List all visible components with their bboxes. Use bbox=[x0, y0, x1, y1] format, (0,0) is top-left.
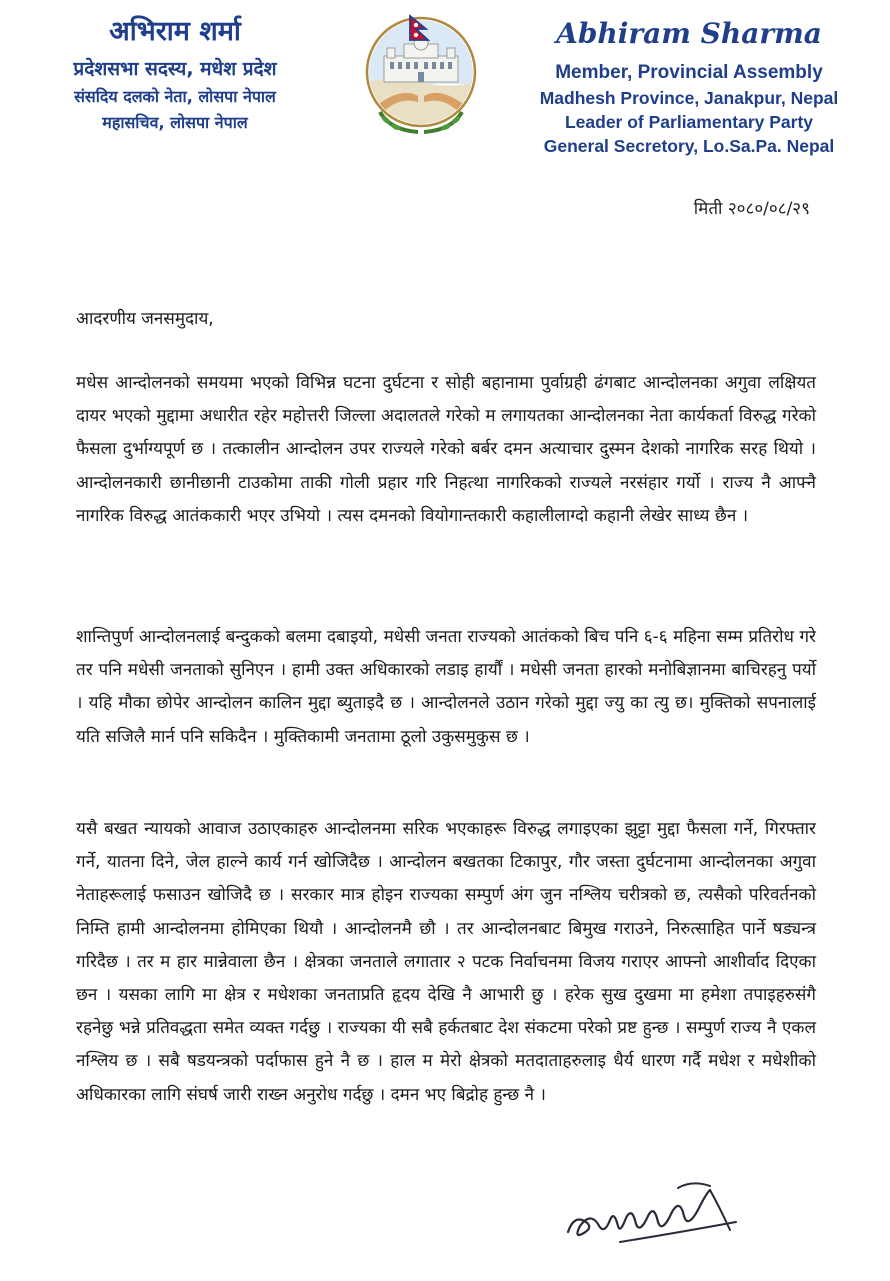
letterhead-line2-nepali: संसदिय दलको नेता, लोसपा नेपाल bbox=[74, 87, 276, 106]
letterhead-name-nepali: अभिराम शर्मा bbox=[109, 16, 241, 47]
paragraph-1: मधेस आन्दोलनको समयमा भएको विभिन्न घटना दुर्घटना र सोही बहानामा पुर्वाग्रही ढंगबाट आन्दोलनका अगुवा लक्षियत दायर भएको मुद्दामा अधारीत रहेर महोत्तरी जिल्ला अदालतले गरेको म लगायतका आन्दोलनका नेता कार्यकर्ता विरुद्ध गरेको फैसला दुर्भाग्यपूर्ण छ । तत्कालीन आन्दोलन उपर राज्यले गरेको बर्बर दमन अत्याचार दुस्मन देशको नागरिक सरह थियो । आन्दोलनकारी छानीछानी टाउकोमा ताकी गोली प्रहार गरि निहत्था नागरिकको राज्यले नरसंहार गर्यो । राज्य नै आफ्नै नागरिक विरुद्ध आतंककारी भएर उभियो । त्यस दमनको वियोगान्तकारी कहालीलाग्दो कहानी लेखेर साध्य छैन । bbox=[76, 373, 816, 526]
letterhead-name-english: Abhiram Sharma bbox=[556, 17, 822, 50]
handwritten-signature-icon bbox=[560, 1176, 750, 1256]
letterhead-english bbox=[508, 14, 870, 158]
letterhead-role-nepali: प्रदेशसभा सदस्य, मधेश प्रदेश bbox=[73, 58, 277, 80]
letterhead-line4-english: General Secretory, Lo.Sa.Pa. Nepal bbox=[543, 136, 835, 156]
salutation: आदरणीय जनसमुदाय, bbox=[76, 309, 214, 329]
paragraph-2: शान्तिपुर्ण आन्दोलनलाई बन्दुकको बलमा दबाइयो, मधेसी जनता राज्यको आतंकको बिच पनि ६-६ महिना सम्म प्रतिरोध गरे तर पनि मधेसी जनताको सुनिएन । हामी उक्त अधिकारको लडाइ हार्यौं । मधेसी जनता हारको मनोबिज्ञानमा बाचिरहनु पर्यो । यहि मौका छोपेर आन्दोलन कालिन मुद्दा ब्युताइदै छ । आन्दोलनले उठान गरेको मुद्दा ज्यु का त्यु छ। मुक्तिको सपनालाई यति सजिलै मार्न पनि सकिदैन । मुक्तिकामी जनतामा ठूलो उकुसमुकुस छ । bbox=[76, 627, 816, 747]
paragraph-3: यसै बखत न्यायको आवाज उठाएकाहरु आन्दोलनमा सरिक भएकाहरू विरुद्ध लगाइएका झुट्टा मुद्दा फैसला गर्ने, गिरफ्तार गर्ने, यातना दिने, जेल हाल्ने कार्य गर्न खोजिदैछ । आन्दोलन बखतका टिकापुर, गौर जस्ता दुर्घटनामा आन्दोलनका अगुवा नेताहरूलाई फसाउन खोजिदै छ । सरकार मात्र होइन राज्यका सम्पुर्ण अंग जुन नश्लिय चरीत्रको छ, त्यसैको परिवर्तनको निम्ति हामी आन्दोलनमा होमिएका थियौ । आन्दोलनमै छौ । तर आन्दोलनबाट बिमुख गराउने, निरुत्साहित पार्ने षड्यन्त्र गरिदैछ । तर म हार मान्नेवाला छैन । क्षेत्रका जनताले लगातार २ पटक निर्वाचनमा विजय गराएर आफ्नो आशीर्वाद दिएका छन । यसका लागि मा क्षेत्र र मधेशका जनताप्रति हृदय देखि नै आभारी छु । हरेक सुख दुखमा मा हमेशा तपाइहरुसंगै रहनेछु भन्ने प्रतिवद्धता समेत व्यक्त गर्दछु । राज्यका यी सबै हर्कतबाट देश संकटमा परेको प्रष्ट हुन्छ । सम्पुर्ण राज्य नै एकल नश्लिय छ । सबै षडयन्त्रको पर्दाफास हुने नै छ । हाल म मेरो क्षेत्रको मतदाताहरुलाइ धैर्य धारण गर्दै मधेश र मधेशीको अधिकारका लागि संघर्ष जारी राख्न अनुरोध गर्दछु । दमन भए बिद्रोह हुन्छ नै । bbox=[76, 819, 816, 1105]
emblem-graphic bbox=[360, 12, 482, 136]
provincial-assembly-emblem-icon bbox=[360, 12, 482, 136]
signature-graphic bbox=[560, 1176, 750, 1256]
letterhead-line2-english: Madhesh Province, Janakpur, Nepal bbox=[539, 88, 839, 108]
letter-date: मिती २०८०/०८/२९ bbox=[693, 199, 810, 219]
letterhead-line3-english: Leader of Parliamentary Party bbox=[564, 112, 814, 132]
letterhead-role-english: Member, Provincial Assembly bbox=[555, 62, 823, 83]
letterhead-line3-nepali: महासचिव, लोसपा नेपाल bbox=[102, 113, 248, 132]
letterhead-nepali bbox=[20, 14, 330, 136]
